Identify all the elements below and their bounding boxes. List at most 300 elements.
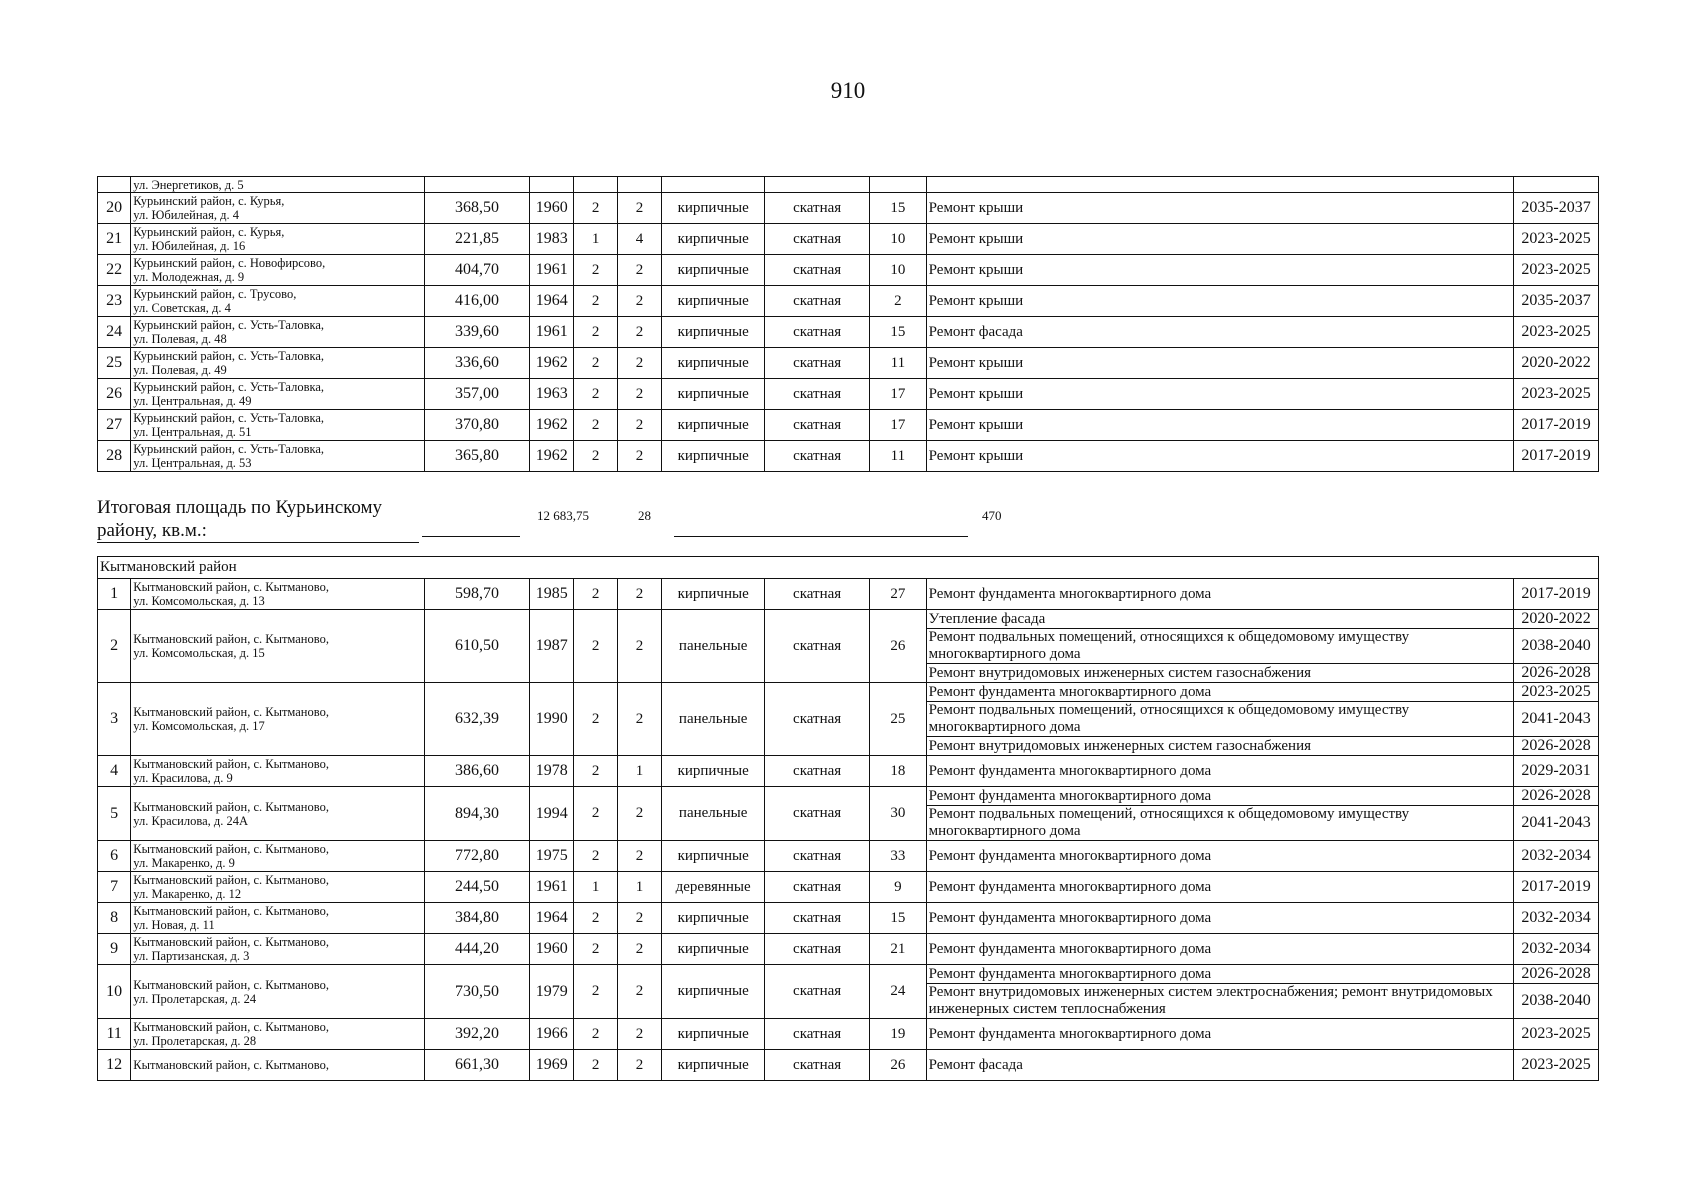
row-number-cell: 22 (98, 255, 131, 286)
row-number-cell: 26 (98, 379, 131, 410)
address-line: ул. Макаренко, д. 9 (133, 856, 235, 870)
address-cell (131, 348, 425, 379)
roof-cell: скатная (765, 348, 870, 379)
address-line: ул. Комсомольская, д. 15 (133, 646, 265, 660)
area-cell: 384,80 (425, 903, 530, 934)
walls-cell: панельные (662, 683, 765, 756)
address-line: Курьинский район, с. Усть-Таловка, (133, 349, 325, 363)
address-cell: ул. Энергетиков, д. 5 (131, 177, 425, 193)
address-cell (131, 379, 425, 410)
year-cell: 1983 (530, 224, 574, 255)
address-cell (131, 683, 425, 756)
area-cell: 392,20 (425, 1019, 530, 1050)
apartments-cell: 11 (870, 441, 927, 472)
address-line: ул. Комсомольская, д. 17 (133, 719, 265, 733)
row-number-cell: 9 (98, 934, 131, 965)
address-cell (131, 903, 425, 934)
address-line: Кытмановский район, с. Кытманово, (133, 873, 329, 887)
period-cell: 2038-2040 (1514, 984, 1599, 1019)
period-cell: 2035-2037 (1514, 286, 1599, 317)
entrances-cell: 2 (617, 1019, 661, 1050)
total-label: Итоговая площадь по Курьинскому району, кв.м.: (97, 496, 419, 543)
period-cell: 2017-2019 (1514, 410, 1599, 441)
walls-cell: деревянные (662, 872, 765, 903)
address-line: Кытмановский район, с. Кытманово, (133, 705, 329, 719)
period-cell: 2029-2031 (1514, 756, 1599, 787)
work-cell: Ремонт фундамента многоквартирного дома (926, 841, 1513, 872)
table-row (98, 317, 1599, 348)
address-line: ул. Центральная, д. 49 (133, 394, 252, 408)
work-cell: Ремонт подвальных помещений, относящихся к общедомовому имуществу многоквартирного дома (926, 702, 1513, 737)
total-divider (422, 536, 520, 537)
table-row (98, 255, 1599, 286)
floors-cell: 2 (574, 441, 617, 472)
address-line: ул. Юбилейная, д. 4 (133, 208, 239, 222)
row-number-cell: 1 (98, 579, 131, 610)
floors-cell: 2 (574, 193, 617, 224)
table-row (98, 934, 1599, 965)
period-cell: 2023-2025 (1514, 255, 1599, 286)
floors-cell: 2 (574, 579, 617, 610)
walls-cell: кирпичные (662, 903, 765, 934)
work-cell: Ремонт крыши (926, 286, 1513, 317)
apartments-cell: 15 (870, 903, 927, 934)
year-cell: 1969 (529, 1050, 573, 1081)
address-cell (131, 410, 425, 441)
year-cell: 1966 (529, 1019, 573, 1050)
area-cell: 661,30 (425, 1050, 530, 1081)
entrances-cell: 2 (617, 965, 661, 1019)
apartments-cell: 33 (870, 841, 927, 872)
address-cell (131, 193, 425, 224)
floors-cell: 2 (574, 683, 617, 756)
address-line: Кытмановский район, с. Кытманово, (133, 935, 329, 949)
row-number-cell: 5 (98, 787, 131, 841)
table-row (98, 683, 1599, 702)
table-row (98, 193, 1599, 224)
address-line: ул. Комсомольская, д. 13 (133, 594, 265, 608)
walls-cell: кирпичные (662, 965, 765, 1019)
address-line: ул. Пролетарская, д. 28 (133, 1034, 257, 1048)
entrances-cell: 2 (617, 441, 661, 472)
row-number-cell: 10 (98, 965, 131, 1019)
year-cell: 1990 (529, 683, 573, 756)
entrances-cell: 1 (617, 872, 661, 903)
entrances-cell: 2 (617, 1050, 661, 1081)
entrances-cell: 2 (617, 841, 661, 872)
work-cell: Ремонт фундамента многоквартирного дома (926, 934, 1513, 965)
floors-cell: 1 (574, 224, 617, 255)
address-cell (131, 579, 425, 610)
work-cell: Ремонт внутридомовых инженерных систем газоснабжения (926, 664, 1513, 683)
area-cell: 772,80 (425, 841, 530, 872)
apartments-cell: 18 (870, 756, 927, 787)
address-line: Кытмановский район, с. Кытманово, (133, 1058, 329, 1072)
district-title: Кытмановский район (98, 557, 1599, 579)
address-line: Курьинский район, с. Курья, (133, 225, 285, 239)
table-row (98, 224, 1599, 255)
work-cell: Ремонт фасада (926, 317, 1513, 348)
table-row (98, 787, 1599, 806)
floors-cell: 2 (574, 610, 617, 683)
entrances-cell: 2 (617, 286, 661, 317)
roof-cell: скатная (765, 410, 870, 441)
apartments-cell: 25 (870, 683, 927, 756)
address-cell (131, 255, 425, 286)
row-number-cell: 7 (98, 872, 131, 903)
floors-cell: 2 (574, 379, 617, 410)
address-cell (131, 872, 425, 903)
walls-cell: панельные (662, 610, 765, 683)
area-cell: 365,80 (425, 441, 530, 472)
work-cell: Ремонт подвальных помещений, относящихся к общедомовому имуществу многоквартирного дома (926, 629, 1513, 664)
entrances-cell: 2 (617, 379, 661, 410)
total-count: 28 (638, 508, 651, 523)
address-line: ул. Советская, д. 4 (133, 301, 231, 315)
walls-cell: кирпичные (662, 286, 765, 317)
apartments-cell: 11 (870, 348, 927, 379)
address-cell (131, 286, 425, 317)
row-number-cell: 24 (98, 317, 131, 348)
period-cell: 2026-2028 (1514, 965, 1599, 984)
row-number-cell: 2 (98, 610, 131, 683)
table-row (98, 379, 1599, 410)
work-cell: Ремонт фундамента многоквартирного дома (926, 965, 1513, 984)
entrances-cell: 2 (617, 317, 661, 348)
roof-cell: скатная (765, 286, 870, 317)
address-line: ул. Новая, д. 11 (133, 918, 215, 932)
address-line: ул. Партизанская, д. 3 (133, 949, 250, 963)
work-cell: Утепление фасада (926, 610, 1513, 629)
walls-cell: кирпичные (662, 348, 765, 379)
year-cell: 1978 (529, 756, 573, 787)
work-cell: Ремонт фасада (926, 1050, 1513, 1081)
district-total (97, 494, 1599, 541)
table-row (98, 1050, 1599, 1081)
address-line: ул. Центральная, д. 53 (133, 456, 252, 470)
period-cell: 2038-2040 (1514, 629, 1599, 664)
walls-cell: кирпичные (662, 579, 765, 610)
row-number-cell: 3 (98, 683, 131, 756)
period-cell: 2041-2043 (1514, 806, 1599, 841)
address-line: Кытмановский район, с. Кытманово, (133, 799, 329, 814)
table-row (98, 610, 1599, 629)
apartments-cell: 17 (870, 379, 927, 410)
year-cell: 1963 (530, 379, 574, 410)
year-cell: 1962 (530, 441, 574, 472)
work-cell: Ремонт фундамента многоквартирного дома (926, 756, 1513, 787)
table-row (98, 579, 1599, 610)
period-cell: 2020-2022 (1514, 610, 1599, 629)
apartments-cell: 10 (870, 255, 927, 286)
address-line: Курьинский район, с. Трусово, (133, 287, 297, 301)
roof-cell: скатная (765, 903, 870, 934)
work-cell: Ремонт внутридомовых инженерных систем газоснабжения (926, 737, 1513, 756)
row-number-cell: 25 (98, 348, 131, 379)
work-cell: Ремонт крыши (926, 224, 1513, 255)
apartments-cell: 2 (870, 286, 927, 317)
floors-cell: 2 (574, 787, 617, 841)
area-cell: 221,85 (425, 224, 530, 255)
apartments-cell: 19 (870, 1019, 927, 1050)
work-cell: Ремонт внутридомовых инженерных систем электроснабжения; ремонт внутридомовых инженерных систем теплоснабжения (926, 984, 1513, 1019)
walls-cell: панельные (662, 787, 765, 841)
roof-cell: скатная (765, 756, 870, 787)
entrances-cell: 2 (617, 348, 661, 379)
area-cell: 730,50 (425, 965, 530, 1019)
district-header-row (98, 557, 1599, 579)
row-number-cell: 20 (98, 193, 131, 224)
floors-cell: 2 (574, 410, 617, 441)
row-number-cell: 11 (98, 1019, 131, 1050)
entrances-cell: 2 (617, 410, 661, 441)
roof-cell: скатная (765, 683, 870, 756)
period-cell: 2017-2019 (1514, 579, 1599, 610)
address-line: Кытмановский район, с. Кытманово, (133, 757, 329, 771)
table-row (98, 410, 1599, 441)
total-area: 12 683,75 (537, 508, 589, 523)
year-cell: 1962 (530, 348, 574, 379)
walls-cell: кирпичные (662, 841, 765, 872)
address-line: Курьинский район, с. Курья, (133, 194, 285, 208)
period-cell: 2032-2034 (1514, 934, 1599, 965)
page-number: 910 (830, 78, 866, 103)
address-cell (131, 787, 425, 841)
address-cell (131, 1019, 425, 1050)
roof-cell: скатная (765, 193, 870, 224)
kurya-district-table (97, 176, 1599, 472)
period-cell: 2017-2019 (1514, 441, 1599, 472)
area-cell: 444,20 (425, 934, 530, 965)
address-cell (131, 610, 425, 683)
period-cell: 2032-2034 (1514, 841, 1599, 872)
total-apartments: 470 (982, 508, 1002, 523)
row-number-cell: 4 (98, 756, 131, 787)
entrances-cell: 2 (617, 579, 661, 610)
year-cell: 1964 (529, 903, 573, 934)
area-cell: 386,60 (425, 756, 530, 787)
address-cell (131, 224, 425, 255)
floors-cell: 2 (574, 965, 617, 1019)
address-line: Кытмановский район, с. Кытманово, (133, 977, 329, 992)
address-line: ул. Полевая, д. 49 (133, 363, 227, 377)
table-row (98, 286, 1599, 317)
total-divider (674, 536, 968, 537)
roof-cell: скатная (765, 872, 870, 903)
table-row (98, 177, 1599, 193)
address-line: Курьинский район, с. Усть-Таловка, (133, 442, 325, 456)
floors-cell: 2 (574, 255, 617, 286)
area-cell: 416,00 (425, 286, 530, 317)
period-cell: 2035-2037 (1514, 193, 1599, 224)
address-line: Курьинский район, с. Усть-Таловка, (133, 318, 325, 332)
period-cell: 2023-2025 (1514, 379, 1599, 410)
entrances-cell: 2 (617, 610, 661, 683)
year-cell: 1985 (529, 579, 573, 610)
address-line: Кытмановский район, с. Кытманово, (133, 842, 329, 856)
floors-cell: 2 (574, 348, 617, 379)
work-cell: Ремонт фундамента многоквартирного дома (926, 787, 1513, 806)
entrances-cell: 2 (617, 787, 661, 841)
year-cell: 1979 (529, 965, 573, 1019)
row-number-cell: 12 (98, 1050, 131, 1081)
apartments-cell: 15 (870, 317, 927, 348)
floors-cell: 2 (574, 934, 617, 965)
year-cell: 1975 (529, 841, 573, 872)
area-cell: 610,50 (425, 610, 530, 683)
address-line: ул. Центральная, д. 51 (133, 425, 252, 439)
period-cell: 2017-2019 (1514, 872, 1599, 903)
entrances-cell: 1 (617, 756, 661, 787)
roof-cell: скатная (765, 787, 870, 841)
address-line: Курьинский район, с. Усть-Таловка, (133, 380, 325, 394)
period-cell: 2023-2025 (1514, 1019, 1599, 1050)
work-cell: Ремонт крыши (926, 348, 1513, 379)
entrances-cell: 2 (617, 193, 661, 224)
row-number-cell: 23 (98, 286, 131, 317)
apartments-cell: 26 (870, 610, 927, 683)
row-number-cell: 6 (98, 841, 131, 872)
apartments-cell: 17 (870, 410, 927, 441)
roof-cell: скатная (765, 255, 870, 286)
year-cell: 1994 (529, 787, 573, 841)
year-cell: 1962 (530, 410, 574, 441)
period-cell: 2023-2025 (1514, 317, 1599, 348)
roof-cell: скатная (765, 1019, 870, 1050)
table-row (98, 756, 1599, 787)
area-cell: 370,80 (425, 410, 530, 441)
year-cell: 1961 (529, 872, 573, 903)
work-cell: Ремонт фундамента многоквартирного дома (926, 903, 1513, 934)
period-cell: 2023-2025 (1514, 683, 1599, 702)
work-cell: Ремонт фундамента многоквартирного дома (926, 872, 1513, 903)
walls-cell: кирпичные (662, 441, 765, 472)
table-row (98, 841, 1599, 872)
walls-cell: кирпичные (662, 379, 765, 410)
roof-cell: скатная (765, 934, 870, 965)
period-cell: 2020-2022 (1514, 348, 1599, 379)
period-cell: 2023-2025 (1514, 1050, 1599, 1081)
entrances-cell: 2 (617, 683, 661, 756)
roof-cell: скатная (765, 1050, 870, 1081)
period-cell: 2032-2034 (1514, 903, 1599, 934)
walls-cell: кирпичные (662, 756, 765, 787)
floors-cell: 2 (574, 286, 617, 317)
walls-cell: кирпичные (662, 224, 765, 255)
address-line: ул. Красилова, д. 24А (133, 813, 249, 828)
entrances-cell: 2 (617, 934, 661, 965)
work-cell: Ремонт крыши (926, 410, 1513, 441)
address-line: ул. Макаренко, д. 12 (133, 887, 242, 901)
address-cell (131, 1050, 425, 1081)
area-cell: 894,30 (425, 787, 530, 841)
apartments-cell: 9 (870, 872, 927, 903)
apartments-cell: 27 (870, 579, 927, 610)
address-line: ул. Молодежная, д. 9 (133, 270, 245, 284)
year-cell: 1961 (530, 255, 574, 286)
period-cell: 2023-2025 (1514, 224, 1599, 255)
walls-cell: кирпичные (662, 1050, 765, 1081)
table-row (98, 965, 1599, 984)
row-number-cell: 28 (98, 441, 131, 472)
floors-cell: 2 (574, 1050, 617, 1081)
floors-cell: 2 (574, 756, 617, 787)
work-cell: Ремонт крыши (926, 379, 1513, 410)
area-cell: 368,50 (425, 193, 530, 224)
area-cell: 404,70 (425, 255, 530, 286)
address-cell (131, 441, 425, 472)
year-cell: 1964 (530, 286, 574, 317)
apartments-cell: 10 (870, 224, 927, 255)
apartments-cell: 26 (870, 1050, 927, 1081)
table-row (98, 441, 1599, 472)
year-cell: 1960 (530, 193, 574, 224)
area-cell: 357,00 (425, 379, 530, 410)
apartments-cell: 30 (870, 787, 927, 841)
table-row (98, 1019, 1599, 1050)
row-number-cell: 21 (98, 224, 131, 255)
roof-cell: скатная (765, 610, 870, 683)
row-number-cell: 27 (98, 410, 131, 441)
floors-cell: 2 (574, 317, 617, 348)
roof-cell: скатная (765, 379, 870, 410)
address-cell (131, 934, 425, 965)
floors-cell: 1 (574, 872, 617, 903)
floors-cell: 2 (574, 1019, 617, 1050)
kytmanovo-district-table (97, 556, 1599, 1081)
entrances-cell: 4 (617, 224, 661, 255)
apartments-cell: 15 (870, 193, 927, 224)
year-cell: 1960 (529, 934, 573, 965)
address-cell (131, 965, 425, 1019)
address-line: Кытмановский район, с. Кытманово, (133, 904, 329, 918)
apartments-cell: 24 (870, 965, 927, 1019)
apartments-cell: 21 (870, 934, 927, 965)
address-line: Кытмановский район, с. Кытманово, (133, 580, 329, 594)
address-line: Кытмановский район, с. Кытманово, (133, 1020, 329, 1034)
area-cell: 244,50 (425, 872, 530, 903)
address-line: ул. Пролетарская, д. 24 (133, 991, 257, 1006)
floors-cell: 2 (574, 841, 617, 872)
work-cell: Ремонт фундамента многоквартирного дома (926, 1019, 1513, 1050)
roof-cell: скатная (765, 224, 870, 255)
walls-cell: кирпичные (662, 193, 765, 224)
walls-cell: кирпичные (662, 1019, 765, 1050)
work-cell: Ремонт крыши (926, 441, 1513, 472)
area-cell: 336,60 (425, 348, 530, 379)
address-line: Курьинский район, с. Усть-Таловка, (133, 411, 325, 425)
work-cell: Ремонт крыши (926, 255, 1513, 286)
period-cell: 2041-2043 (1514, 702, 1599, 737)
walls-cell: кирпичные (662, 934, 765, 965)
address-cell (131, 317, 425, 348)
walls-cell: кирпичные (662, 410, 765, 441)
work-cell: Ремонт крыши (926, 193, 1513, 224)
walls-cell: кирпичные (662, 255, 765, 286)
year-cell: 1961 (530, 317, 574, 348)
area-cell: 339,60 (425, 317, 530, 348)
roof-cell: скатная (765, 317, 870, 348)
row-number-cell: 8 (98, 903, 131, 934)
period-cell: 2026-2028 (1514, 664, 1599, 683)
table-row (98, 903, 1599, 934)
address-line: Курьинский район, с. Новофирсово, (133, 256, 326, 270)
roof-cell: скатная (765, 441, 870, 472)
entrances-cell: 2 (617, 903, 661, 934)
area-cell: 598,70 (425, 579, 530, 610)
table-row (98, 348, 1599, 379)
address-line: ул. Красилова, д. 9 (133, 771, 233, 785)
